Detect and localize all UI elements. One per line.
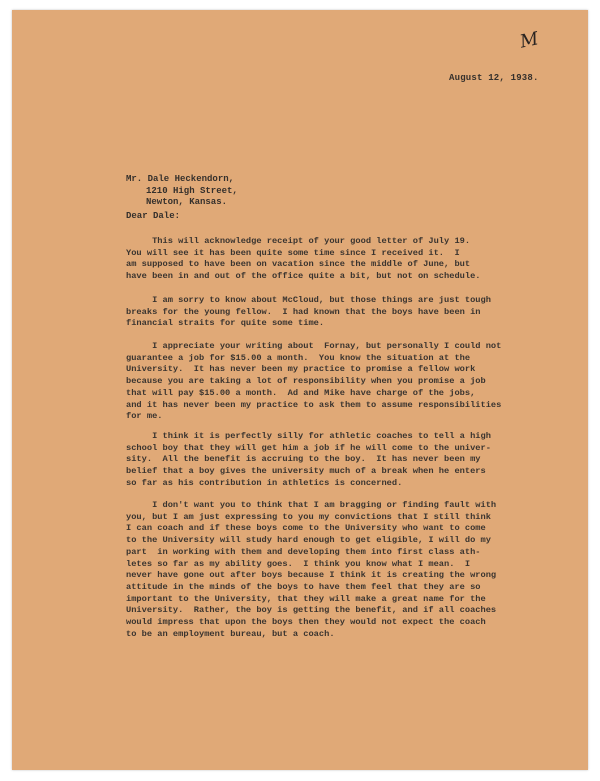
text-line: am supposed to have been on vacation since the middle of June, but <box>126 259 471 270</box>
handwritten-initial: M <box>518 28 541 53</box>
text-line: sity. All the benefit is accruing to the boy. It has never been my <box>126 454 481 465</box>
text-line: would impress that upon the boys then they would not expect the coach <box>126 617 486 628</box>
text-line: to the University will study hard enough to get eligible, I will do my <box>126 535 491 546</box>
paragraph-2 <box>126 295 546 330</box>
text-line: have been in and out of the office quite a bit, but not on schedule. <box>126 271 481 282</box>
text-line: for me. <box>126 411 163 422</box>
text-line: I can coach and if these boys come to the University who want to come <box>126 523 486 534</box>
text-line: to be an employment bureau, but a coach. <box>126 628 335 639</box>
text-line: never have gone out after boys because I think it is creating the wrong <box>126 570 497 581</box>
text-line: This will acknowledge receipt of your good letter of July 19. <box>126 236 471 246</box>
paragraph-4 <box>126 431 546 490</box>
letter-date: August 12, 1938. <box>449 73 539 83</box>
text-line: part in working with them and developing them into first class ath- <box>126 546 481 557</box>
text-line: University. It has never been my practice to promise a fellow work <box>126 364 476 375</box>
text-line: guarantee a job for $15.00 a month. You know the situation at the <box>126 352 471 363</box>
text-line: important to the University, that they will make a great name for the <box>126 593 486 604</box>
paragraph-1 <box>126 236 546 283</box>
text-line: letes so far as my ability goes. I think you know what I mean. I <box>126 558 471 569</box>
text-line: so far as his contribution in athletics is concerned. <box>126 477 403 488</box>
recipient-address <box>126 174 238 209</box>
address-line: Newton, Kansas. <box>146 197 228 207</box>
text-line: and it has never been my practice to ask them to assume responsibilities <box>126 399 502 410</box>
text-line: I don't want you to think that I am bragging or finding fault with <box>126 500 497 510</box>
text-line: I am sorry to know about McCloud, but those things are just tough <box>126 295 491 305</box>
address-line: 1210 High Street, <box>146 185 238 196</box>
text-line: attitude in the minds of the boys to have them feel that they are so <box>126 581 481 592</box>
salutation: Dear Dale: <box>126 211 181 221</box>
text-line: financial straits for quite some time. <box>126 318 325 329</box>
text-line: that will pay $15.00 a month. Ad and Mike have charge of the jobs, <box>126 387 476 398</box>
text-line: you, but I am just expressing to you my convictions that I still think <box>126 511 491 522</box>
paragraph-5 <box>126 500 546 640</box>
paragraph-3 <box>126 341 546 423</box>
text-line: breaks for the young fellow. I had known that the boys have been in <box>126 306 481 317</box>
text-line: because you are taking a lot of responsibility when you promise a job <box>126 376 486 387</box>
text-line: I think it is perfectly silly for athletic coaches to tell a high <box>126 431 491 441</box>
text-line: I appreciate your writing about Fornay, but personally I could not <box>126 341 502 351</box>
text-line: University. Rather, the boy is getting the benefit, and if all coaches <box>126 605 497 616</box>
text-line: belief that a boy gives the university much of a break when he enters <box>126 466 486 477</box>
text-line: school boy that they will get him a job if he will come to the univer- <box>126 442 491 453</box>
address-line: Mr. Dale Heckendorn, <box>126 174 235 184</box>
text-line: You will see it has been quite some time since I received it. I <box>126 247 460 258</box>
